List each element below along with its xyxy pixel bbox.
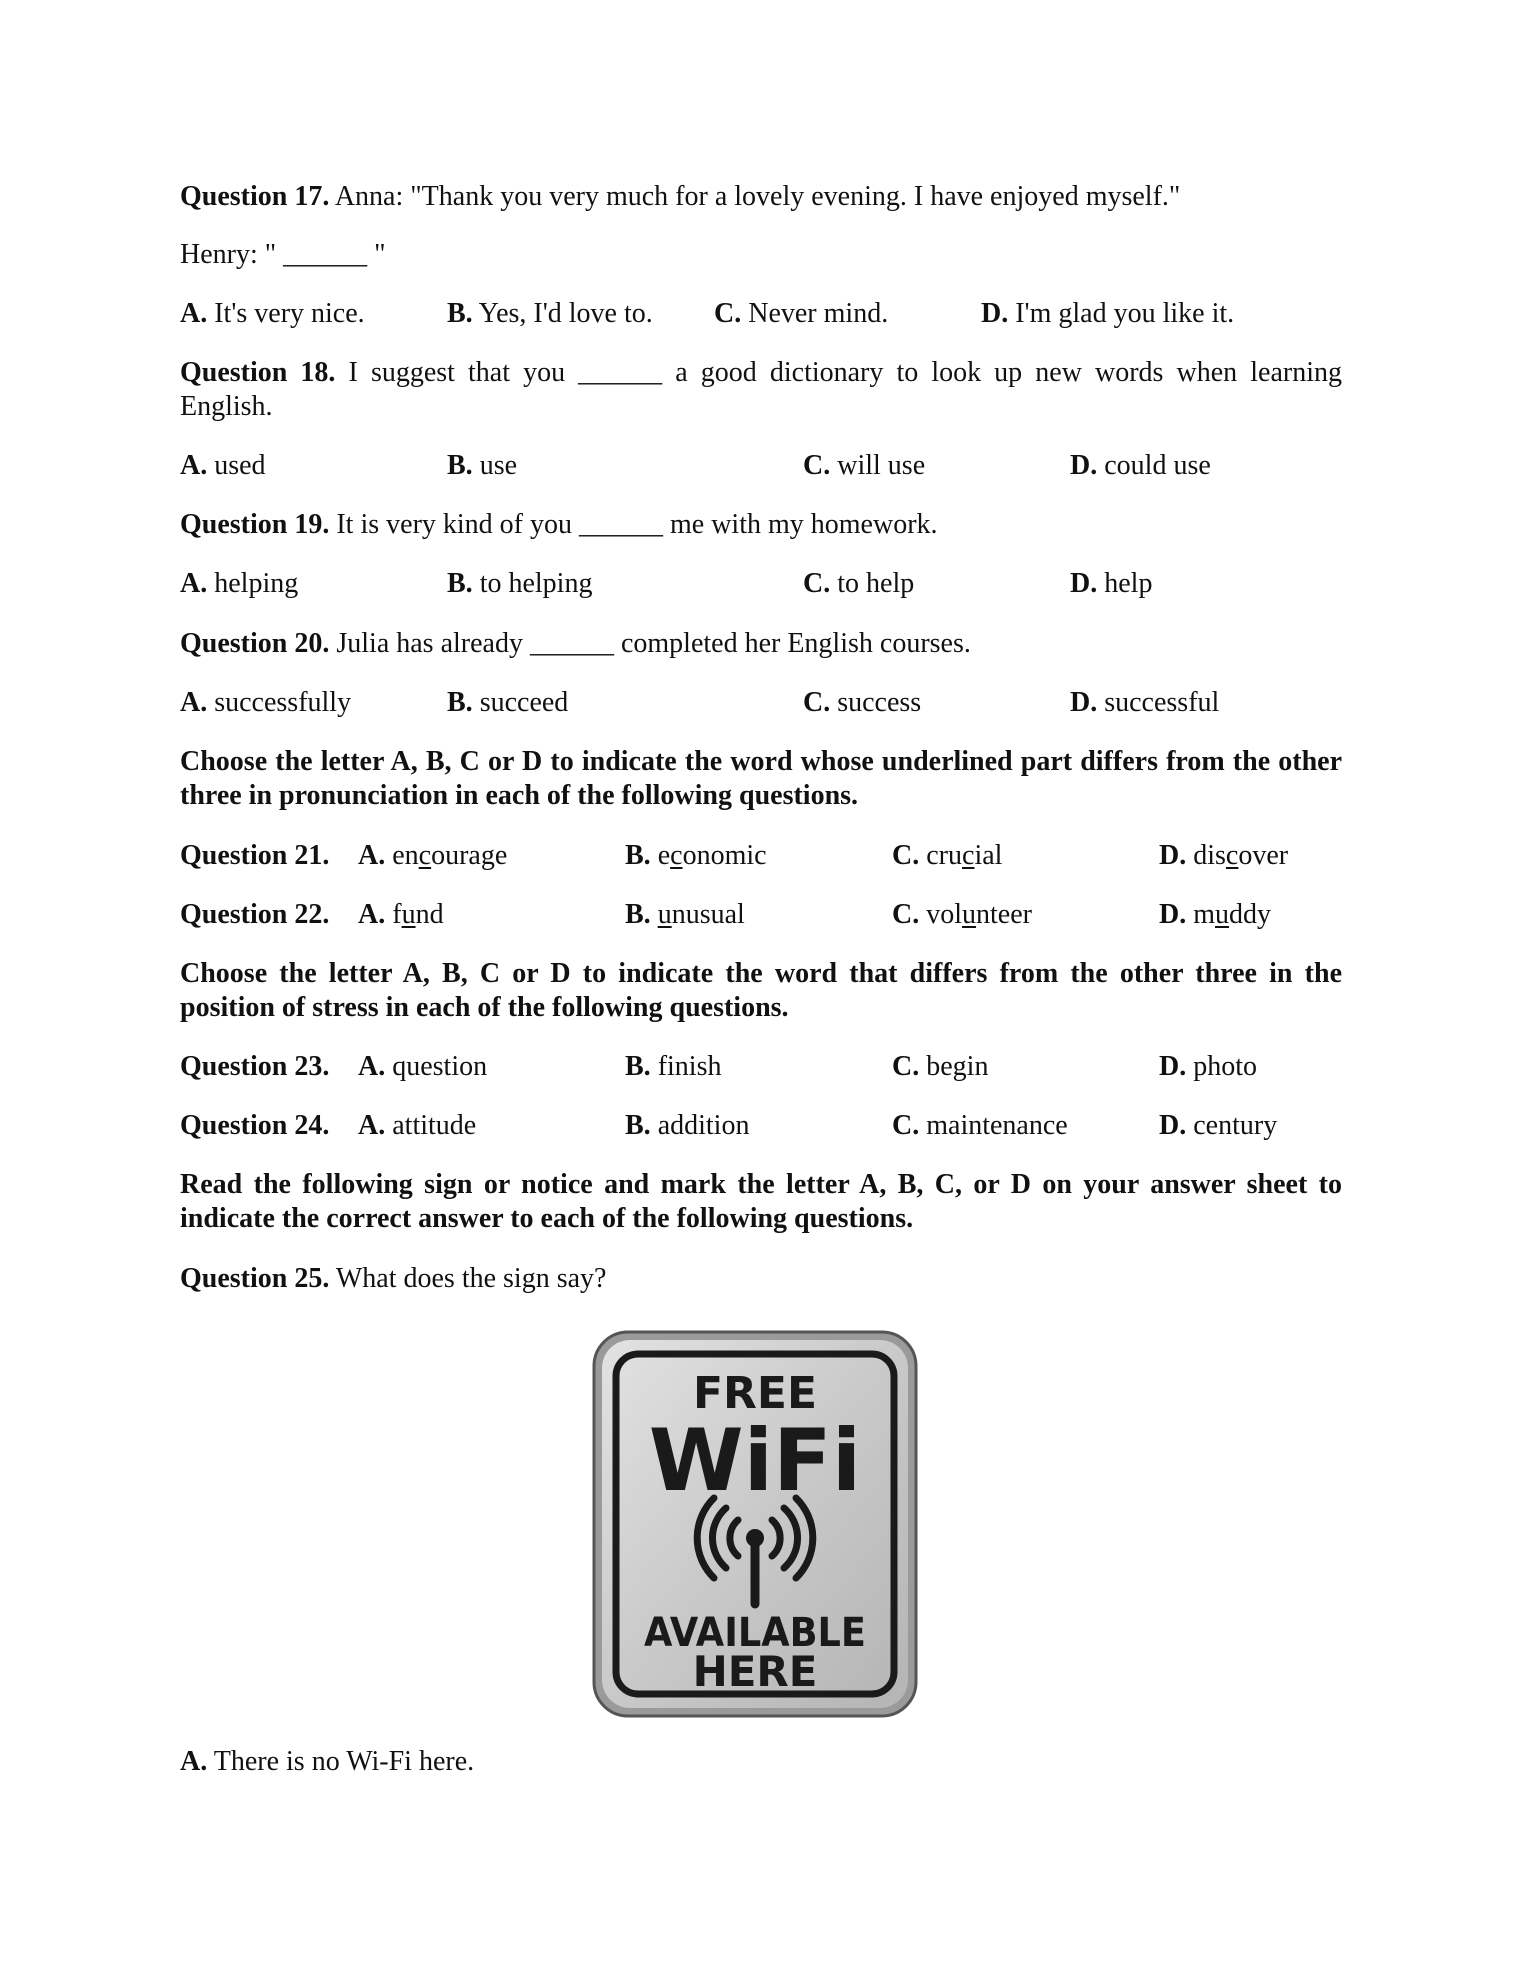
question-text: Julia has already ______ completed her English courses.: [336, 628, 971, 659]
option-letter: B.: [447, 568, 473, 599]
question-20: [180, 627, 971, 661]
question-25: [180, 1262, 606, 1296]
option-letter: D.: [1070, 568, 1098, 599]
question-18: [180, 356, 1342, 424]
option-letter: B.: [447, 687, 473, 718]
option-b[interactable]: [625, 898, 745, 932]
option-letter: A.: [180, 568, 208, 599]
word-part: nd: [415, 899, 444, 930]
question-label: Question 17.: [180, 181, 330, 212]
sign-text-here: HERE: [692, 1647, 818, 1696]
sign-text-wifi: WiFi: [648, 1411, 862, 1511]
option-letter: A.: [358, 1051, 386, 1082]
instruction-stress: Choose the letter A, B, C or D to indicate the word that differs from the other three in the position of stress in each of the following questions.: [180, 958, 1342, 1023]
option-letter: C.: [892, 1051, 920, 1082]
word-part: over: [1238, 840, 1289, 871]
option-a[interactable]: [180, 567, 298, 601]
option-a[interactable]: [180, 449, 266, 483]
word-part: dis: [1193, 840, 1226, 871]
instruction-pronunciation: Choose the letter A, B, C or D to indicate the word whose underlined part differs from the other three in pronunciation in each of the following questions.: [180, 746, 1342, 811]
option-b[interactable]: [447, 297, 653, 331]
option-letter: C.: [803, 568, 831, 599]
option-text: addition: [657, 1110, 750, 1141]
question-text: It is very kind of you ______ me with my homework.: [336, 509, 938, 540]
option-letter: D.: [1159, 1110, 1187, 1141]
option-text: will use: [837, 450, 926, 481]
question-text: Anna: "Thank you very much for a lovely evening. I have enjoyed myself.": [334, 181, 1181, 212]
word-part: nusual: [671, 899, 745, 930]
option-b[interactable]: [447, 686, 568, 720]
option-d[interactable]: [1159, 839, 1288, 873]
option-letter: B.: [625, 1110, 651, 1141]
word-part: e: [657, 840, 671, 871]
word-part: onomic: [682, 840, 767, 871]
option-letter: D.: [1070, 687, 1098, 718]
word-part: vol: [926, 899, 963, 930]
option-text: attitude: [392, 1110, 477, 1141]
option-text: succeed: [479, 687, 569, 718]
question-label: Question 22.: [180, 899, 330, 930]
option-text: Yes, I'd love to.: [478, 298, 653, 329]
option-c[interactable]: [892, 1050, 988, 1084]
question-label: Question 21.: [180, 840, 330, 871]
option-text: successful: [1104, 687, 1220, 718]
option-d[interactable]: [1070, 449, 1211, 483]
question-17: [180, 180, 1180, 214]
option-a[interactable]: [180, 1745, 474, 1779]
option-letter: D.: [1159, 899, 1187, 930]
option-letter: C.: [892, 840, 920, 871]
option-text: maintenance: [926, 1110, 1068, 1141]
option-text: help: [1104, 568, 1153, 599]
question-text: What does the sign say?: [335, 1263, 607, 1294]
option-text: question: [392, 1051, 488, 1082]
option-text: There is no Wi-Fi here.: [213, 1746, 475, 1777]
option-letter: A.: [358, 899, 386, 930]
option-a[interactable]: [358, 839, 507, 873]
option-letter: C.: [803, 450, 831, 481]
option-text: photo: [1193, 1051, 1258, 1082]
option-text: helping: [214, 568, 299, 599]
word-part: ial: [974, 840, 1003, 871]
option-text: success: [837, 687, 922, 718]
question-19: [180, 508, 938, 542]
option-text: could use: [1104, 450, 1211, 481]
option-text: successfully: [214, 687, 352, 718]
option-letter: A.: [358, 1110, 386, 1141]
option-letter: D.: [1159, 840, 1187, 871]
option-b[interactable]: [447, 449, 517, 483]
option-letter: A.: [180, 687, 208, 718]
word-part: m: [1193, 899, 1216, 930]
option-c[interactable]: [714, 297, 888, 331]
option-letter: A.: [180, 298, 208, 329]
word-part: ourage: [431, 840, 508, 871]
option-c[interactable]: [892, 839, 1002, 873]
option-c[interactable]: [803, 449, 925, 483]
option-text: to helping: [479, 568, 593, 599]
option-c[interactable]: [803, 686, 921, 720]
option-letter: B.: [625, 1051, 651, 1082]
sign-text-free: FREE: [692, 1368, 818, 1419]
question-label: Question 20.: [180, 628, 330, 659]
underlined-letter: u: [657, 899, 672, 930]
underlined-letter: c: [670, 840, 683, 871]
option-text: It's very nice.: [214, 298, 365, 329]
question-label: Question 24.: [180, 1110, 330, 1141]
option-letter: B.: [447, 298, 473, 329]
word-part: nteer: [976, 899, 1032, 930]
option-c[interactable]: [892, 898, 1032, 932]
option-d[interactable]: [1070, 686, 1219, 720]
option-c[interactable]: [803, 567, 914, 601]
question-label: Question 25.: [180, 1263, 330, 1294]
option-b[interactable]: [625, 1050, 721, 1084]
option-a[interactable]: [180, 686, 351, 720]
option-text: finish: [657, 1051, 722, 1082]
question-label: Question 19.: [180, 509, 330, 540]
option-letter: A.: [180, 450, 208, 481]
option-a[interactable]: [358, 898, 444, 932]
underlined-letter: u: [962, 899, 977, 930]
underlined-letter: u: [1215, 899, 1230, 930]
underlined-letter: c: [962, 840, 975, 871]
option-text: use: [479, 450, 518, 481]
sign-text-available: AVAILABLE: [644, 1610, 866, 1656]
option-text: to help: [837, 568, 915, 599]
option-a[interactable]: [358, 1050, 487, 1084]
option-text: used: [214, 450, 266, 481]
option-a[interactable]: [180, 297, 365, 331]
option-text: Never mind.: [748, 298, 889, 329]
option-letter: C.: [892, 899, 920, 930]
word-part: ddy: [1229, 899, 1272, 930]
option-b[interactable]: [625, 839, 767, 873]
option-d[interactable]: [1159, 1050, 1257, 1084]
option-d[interactable]: [1159, 898, 1271, 932]
option-letter: B.: [625, 840, 651, 871]
option-d[interactable]: [1070, 567, 1152, 601]
option-letter: A.: [358, 840, 386, 871]
underlined-letter: c: [418, 840, 432, 871]
option-letter: A.: [180, 1746, 208, 1777]
underlined-letter: u: [401, 899, 416, 930]
option-letter: B.: [625, 899, 651, 930]
question-text: I suggest that you ______ a good dictionary to look up new words when learning English.: [180, 357, 1342, 422]
option-letter: D.: [1159, 1051, 1187, 1082]
option-letter: C.: [714, 298, 742, 329]
option-letter: B.: [447, 450, 473, 481]
option-b[interactable]: [625, 1109, 749, 1143]
option-text: begin: [926, 1051, 989, 1082]
free-wifi-sign: [590, 1328, 920, 1720]
instruction-sign: Read the following sign or notice and mark the letter A, B, C, or D on your answer sheet to indicate the correct answer to each of the following questions.: [180, 1169, 1342, 1234]
option-letter: C.: [803, 687, 831, 718]
word-part: en: [392, 840, 419, 871]
option-letter: C.: [892, 1110, 920, 1141]
option-letter: D.: [981, 298, 1009, 329]
question-label: Question 23.: [180, 1051, 330, 1082]
option-text: I'm glad you like it.: [1015, 298, 1235, 329]
option-b[interactable]: [447, 567, 592, 601]
word-part: f: [392, 899, 402, 930]
option-c[interactable]: [892, 1109, 1068, 1143]
option-d[interactable]: [981, 297, 1234, 331]
option-a[interactable]: [358, 1109, 476, 1143]
underlined-letter: c: [1225, 840, 1239, 871]
option-text: century: [1193, 1110, 1278, 1141]
question-17-line2: Henry: " ______ ": [180, 239, 386, 270]
option-letter: D.: [1070, 450, 1098, 481]
option-d[interactable]: [1159, 1109, 1277, 1143]
word-part: cru: [926, 840, 962, 871]
question-label: Question 18.: [180, 357, 336, 388]
